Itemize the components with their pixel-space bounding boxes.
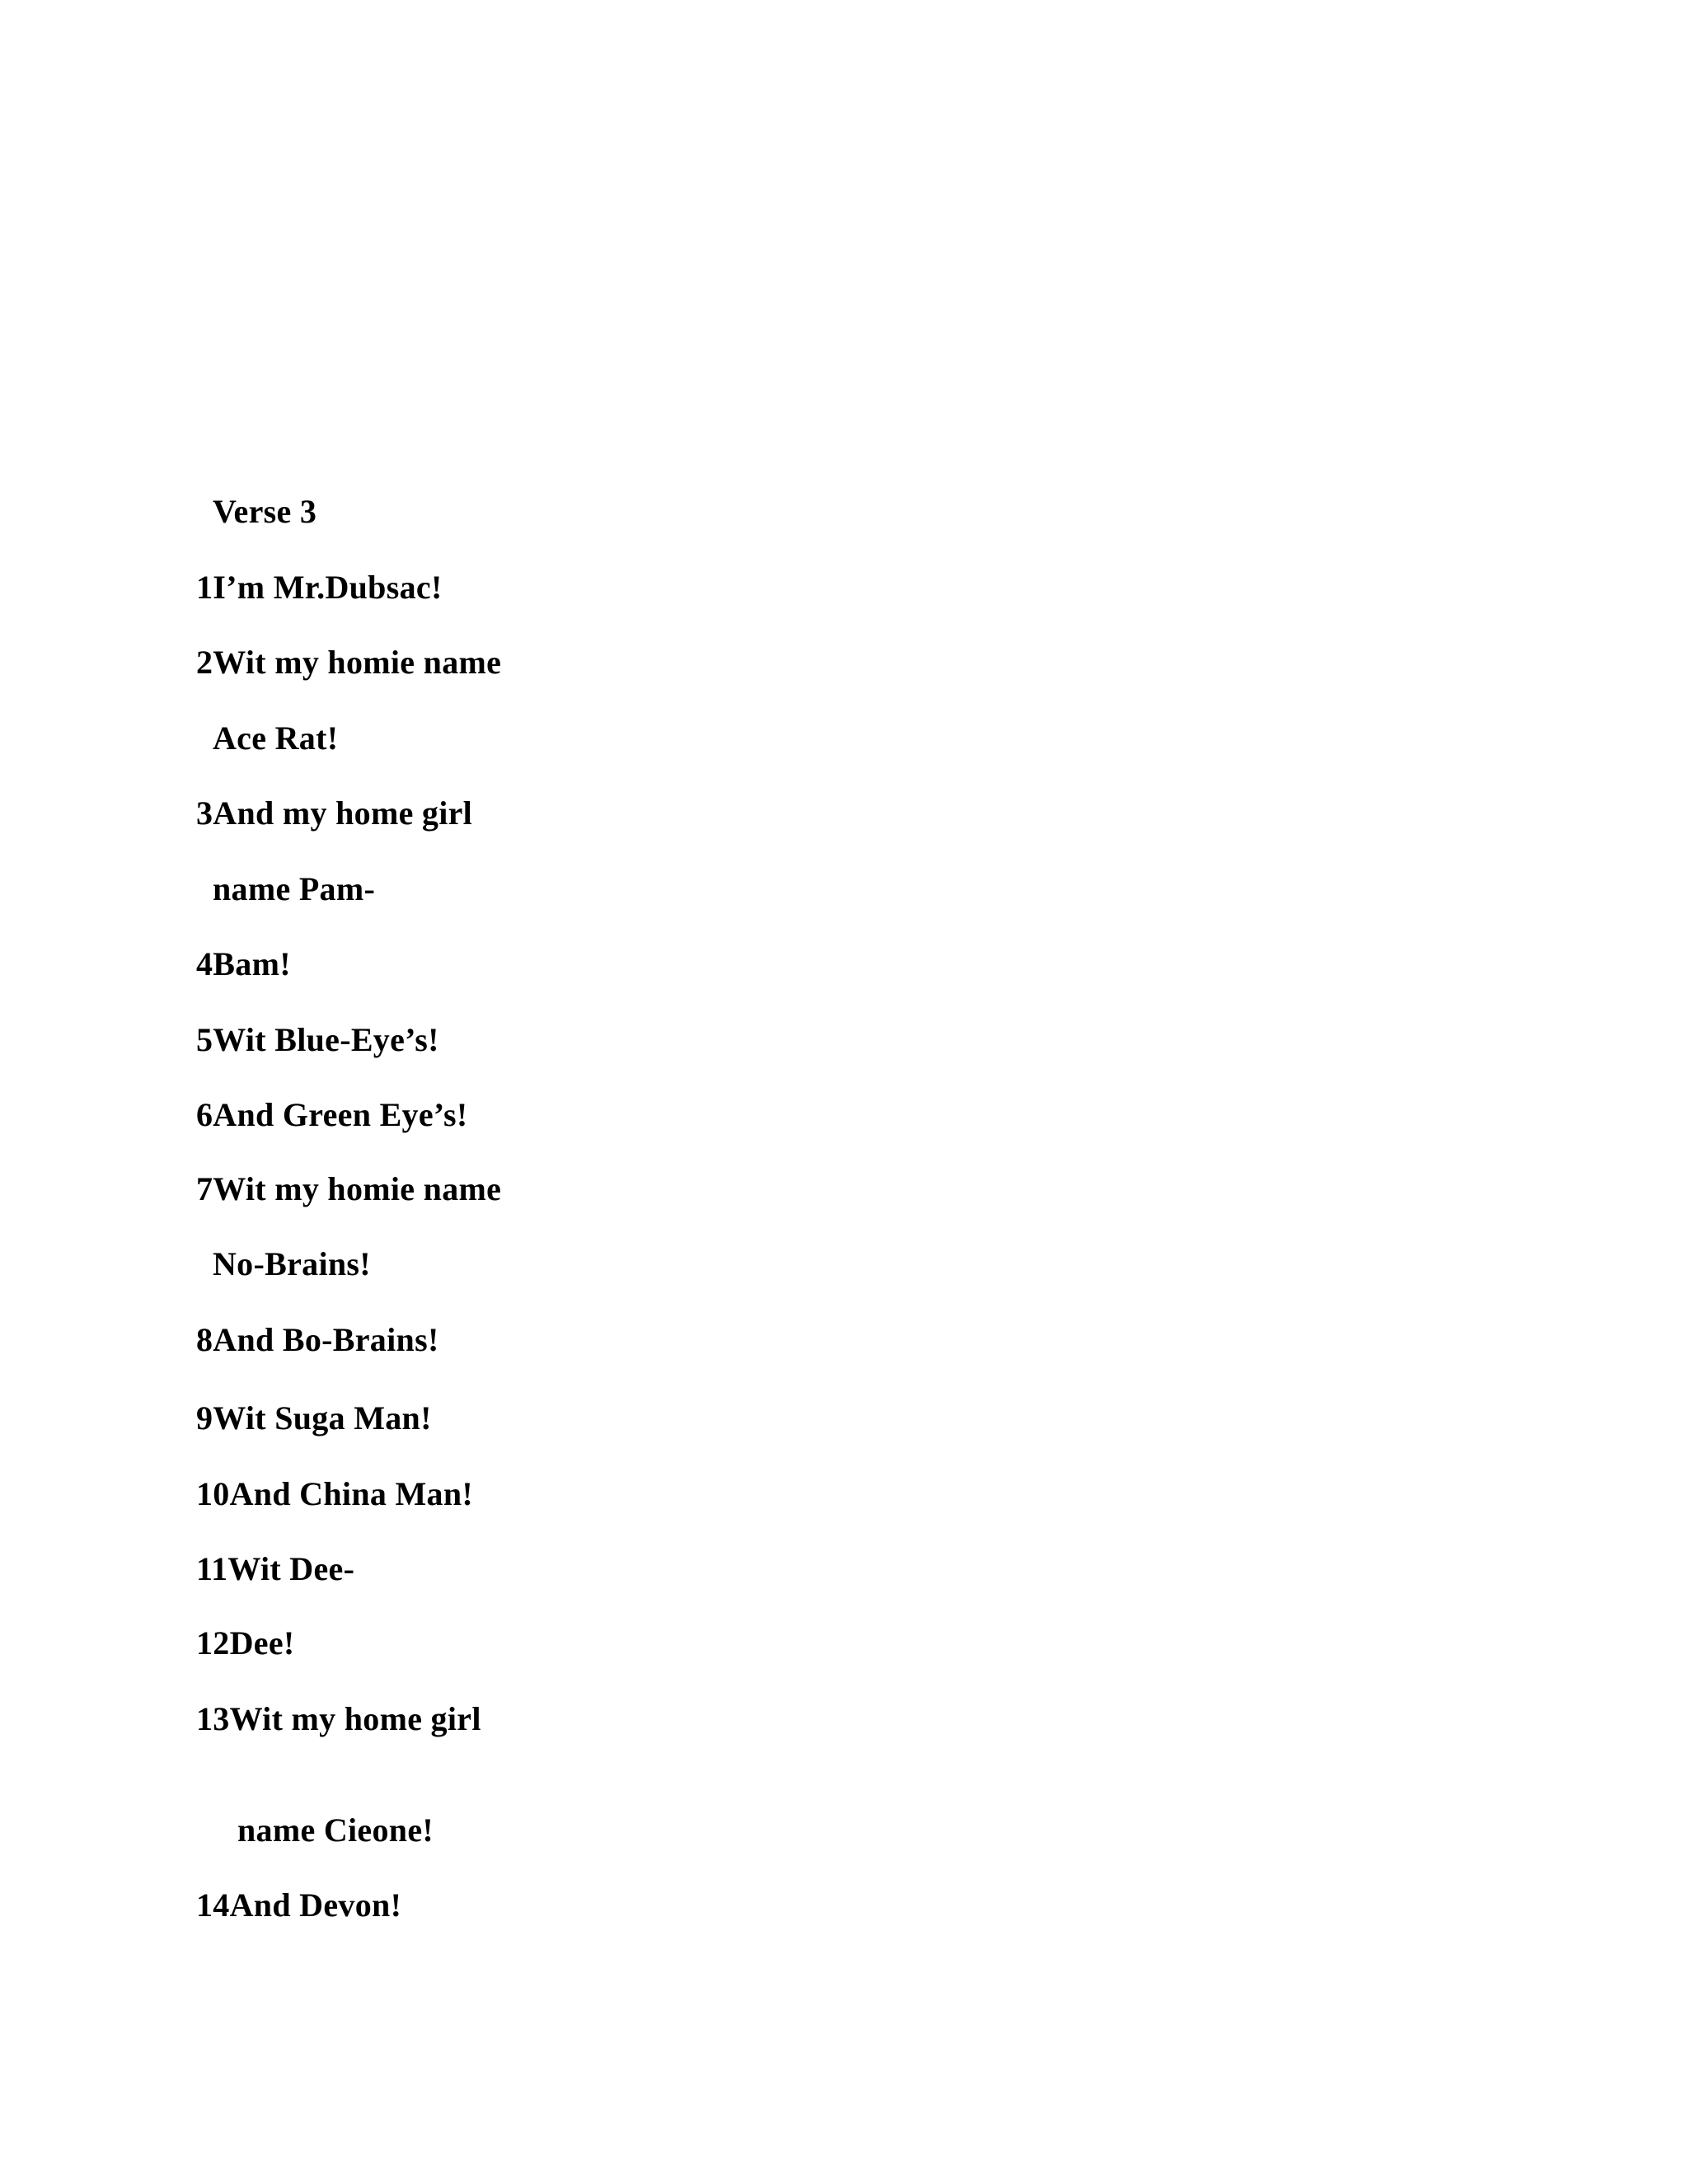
verse-heading: Verse 3 [213,493,317,530]
lyric-line: 2Wit my homie name [196,644,502,681]
lyric-line: 14And Devon! [196,1886,402,1924]
lyric-line: 9Wit Suga Man! [196,1399,432,1436]
lyric-line: 7Wit my homie name [196,1170,502,1207]
lyric-line: Ace Rat! [213,719,339,757]
lyric-line: name Pam- [213,870,376,907]
lyric-line: 4Bam! [196,945,291,982]
lyric-line: 10And China Man! [196,1475,473,1512]
lyric-line: 5Wit Blue-Eye’s! [196,1021,439,1058]
lyric-line: 13Wit my home girl [196,1700,481,1737]
lyric-line: name Cieone! [237,1811,434,1849]
lyric-line: 3And my home girl [196,794,473,832]
lyric-line: 1I’m Mr.Dubsac! [196,569,443,606]
lyric-line: 8And Bo-Brains! [196,1321,439,1358]
lyric-line: 11Wit Dee- [196,1550,355,1587]
lyric-line: 6And Green Eye’s! [196,1096,468,1133]
lyric-line: No-Brains! [213,1245,371,1282]
lyric-line: 12Dee! [196,1624,295,1661]
